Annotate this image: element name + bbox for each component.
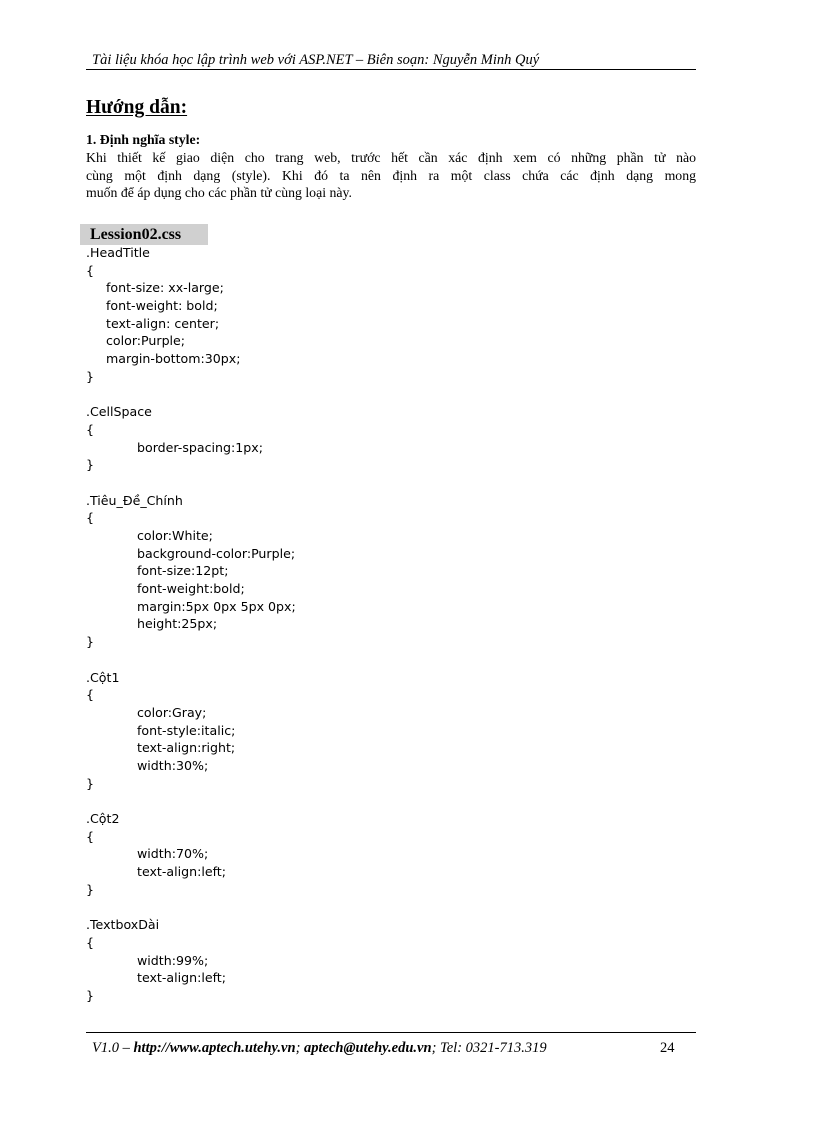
code-brace-open: { <box>86 828 95 844</box>
code-rule: text-align:left; <box>137 864 226 880</box>
code-rule: color:Gray; <box>137 704 207 720</box>
code-brace-close: } <box>86 775 95 791</box>
code-rule: height:25px; <box>137 616 218 632</box>
code-rule: width:99%; <box>137 952 209 968</box>
header-divider <box>86 69 696 70</box>
footer-version: V1.0 – <box>92 1040 134 1056</box>
code-brace-close: } <box>86 987 95 1003</box>
code-brace-close: } <box>86 634 95 650</box>
paragraph-line: muốn để áp dụng cho các phần tử cùng loại này. <box>86 185 352 200</box>
page-number: 24 <box>660 1040 675 1056</box>
code-blank-line <box>86 792 296 810</box>
code-rule: text-align: center; <box>106 315 220 331</box>
code-rule: margin-bottom:30px; <box>106 351 241 367</box>
css-code-listing <box>86 244 296 1005</box>
code-rule: background-color:Purple; <box>137 545 296 561</box>
footer-email-link[interactable]: aptech@utehy.edu.vn <box>304 1040 432 1056</box>
footer-separator: ; <box>295 1040 305 1056</box>
section-heading: Hướng dẫn: <box>86 97 188 118</box>
code-rule: font-weight: bold; <box>106 298 218 314</box>
intro-paragraph <box>86 149 696 202</box>
page-header: Tài liệu khóa học lập trình web với ASP.NET – Biên soạn: Nguyễn Minh Quý <box>92 52 540 68</box>
code-rule: text-align:left; <box>137 970 226 986</box>
footer-website-link[interactable]: http://www.aptech.utehy.vn <box>133 1040 296 1056</box>
file-name-label: Lession02.css <box>80 224 208 245</box>
footer-phone: ; Tel: 0321-713.319 <box>431 1040 547 1056</box>
code-blank-line <box>86 651 296 669</box>
code-rule: margin:5px 0px 5px 0px; <box>137 598 296 614</box>
code-selector: .CellSpace <box>86 404 152 420</box>
code-rule: font-style:italic; <box>137 722 236 738</box>
code-rule: width:70%; <box>137 846 209 862</box>
code-rule: color:Purple; <box>106 333 186 349</box>
paragraph-line: cùng một định dạng (style). Khi đó ta nên định ra một class chứa các định dạng mong <box>86 167 696 183</box>
code-brace-open: { <box>86 510 95 526</box>
code-brace-open: { <box>86 262 95 278</box>
subsection-title: 1. Định nghĩa style: <box>86 132 201 147</box>
code-rule: border-spacing:1px; <box>137 439 263 455</box>
page-footer <box>92 1040 547 1057</box>
code-selector: .HeadTitle <box>86 245 150 260</box>
code-blank-line <box>86 386 296 404</box>
code-brace-close: } <box>86 457 95 473</box>
code-blank-line <box>86 474 296 492</box>
code-blank-line <box>86 898 296 916</box>
code-rule: font-size: xx-large; <box>106 280 224 296</box>
code-selector: .Cột2 <box>86 811 120 826</box>
code-selector: .Cột1 <box>86 669 120 685</box>
footer-divider <box>86 1032 696 1033</box>
code-selector: .Tiêu_Đề_Chính <box>86 492 183 508</box>
code-brace-open: { <box>86 421 95 437</box>
code-rule: font-size:12pt; <box>137 563 229 579</box>
code-selector: .TextboxDài <box>86 917 160 933</box>
code-brace-close: } <box>86 881 95 897</box>
code-rule: color:White; <box>137 528 213 543</box>
code-rule: text-align:right; <box>137 740 236 756</box>
code-rule: width:30%; <box>137 757 209 773</box>
code-brace-open: { <box>86 934 95 950</box>
paragraph-line: Khi thiết kế giao diện cho trang web, trước hết cần xác định xem có những phần tử nào <box>86 150 696 165</box>
code-brace-open: { <box>86 687 95 703</box>
code-rule: font-weight:bold; <box>137 581 245 597</box>
code-brace-close: } <box>86 368 95 384</box>
